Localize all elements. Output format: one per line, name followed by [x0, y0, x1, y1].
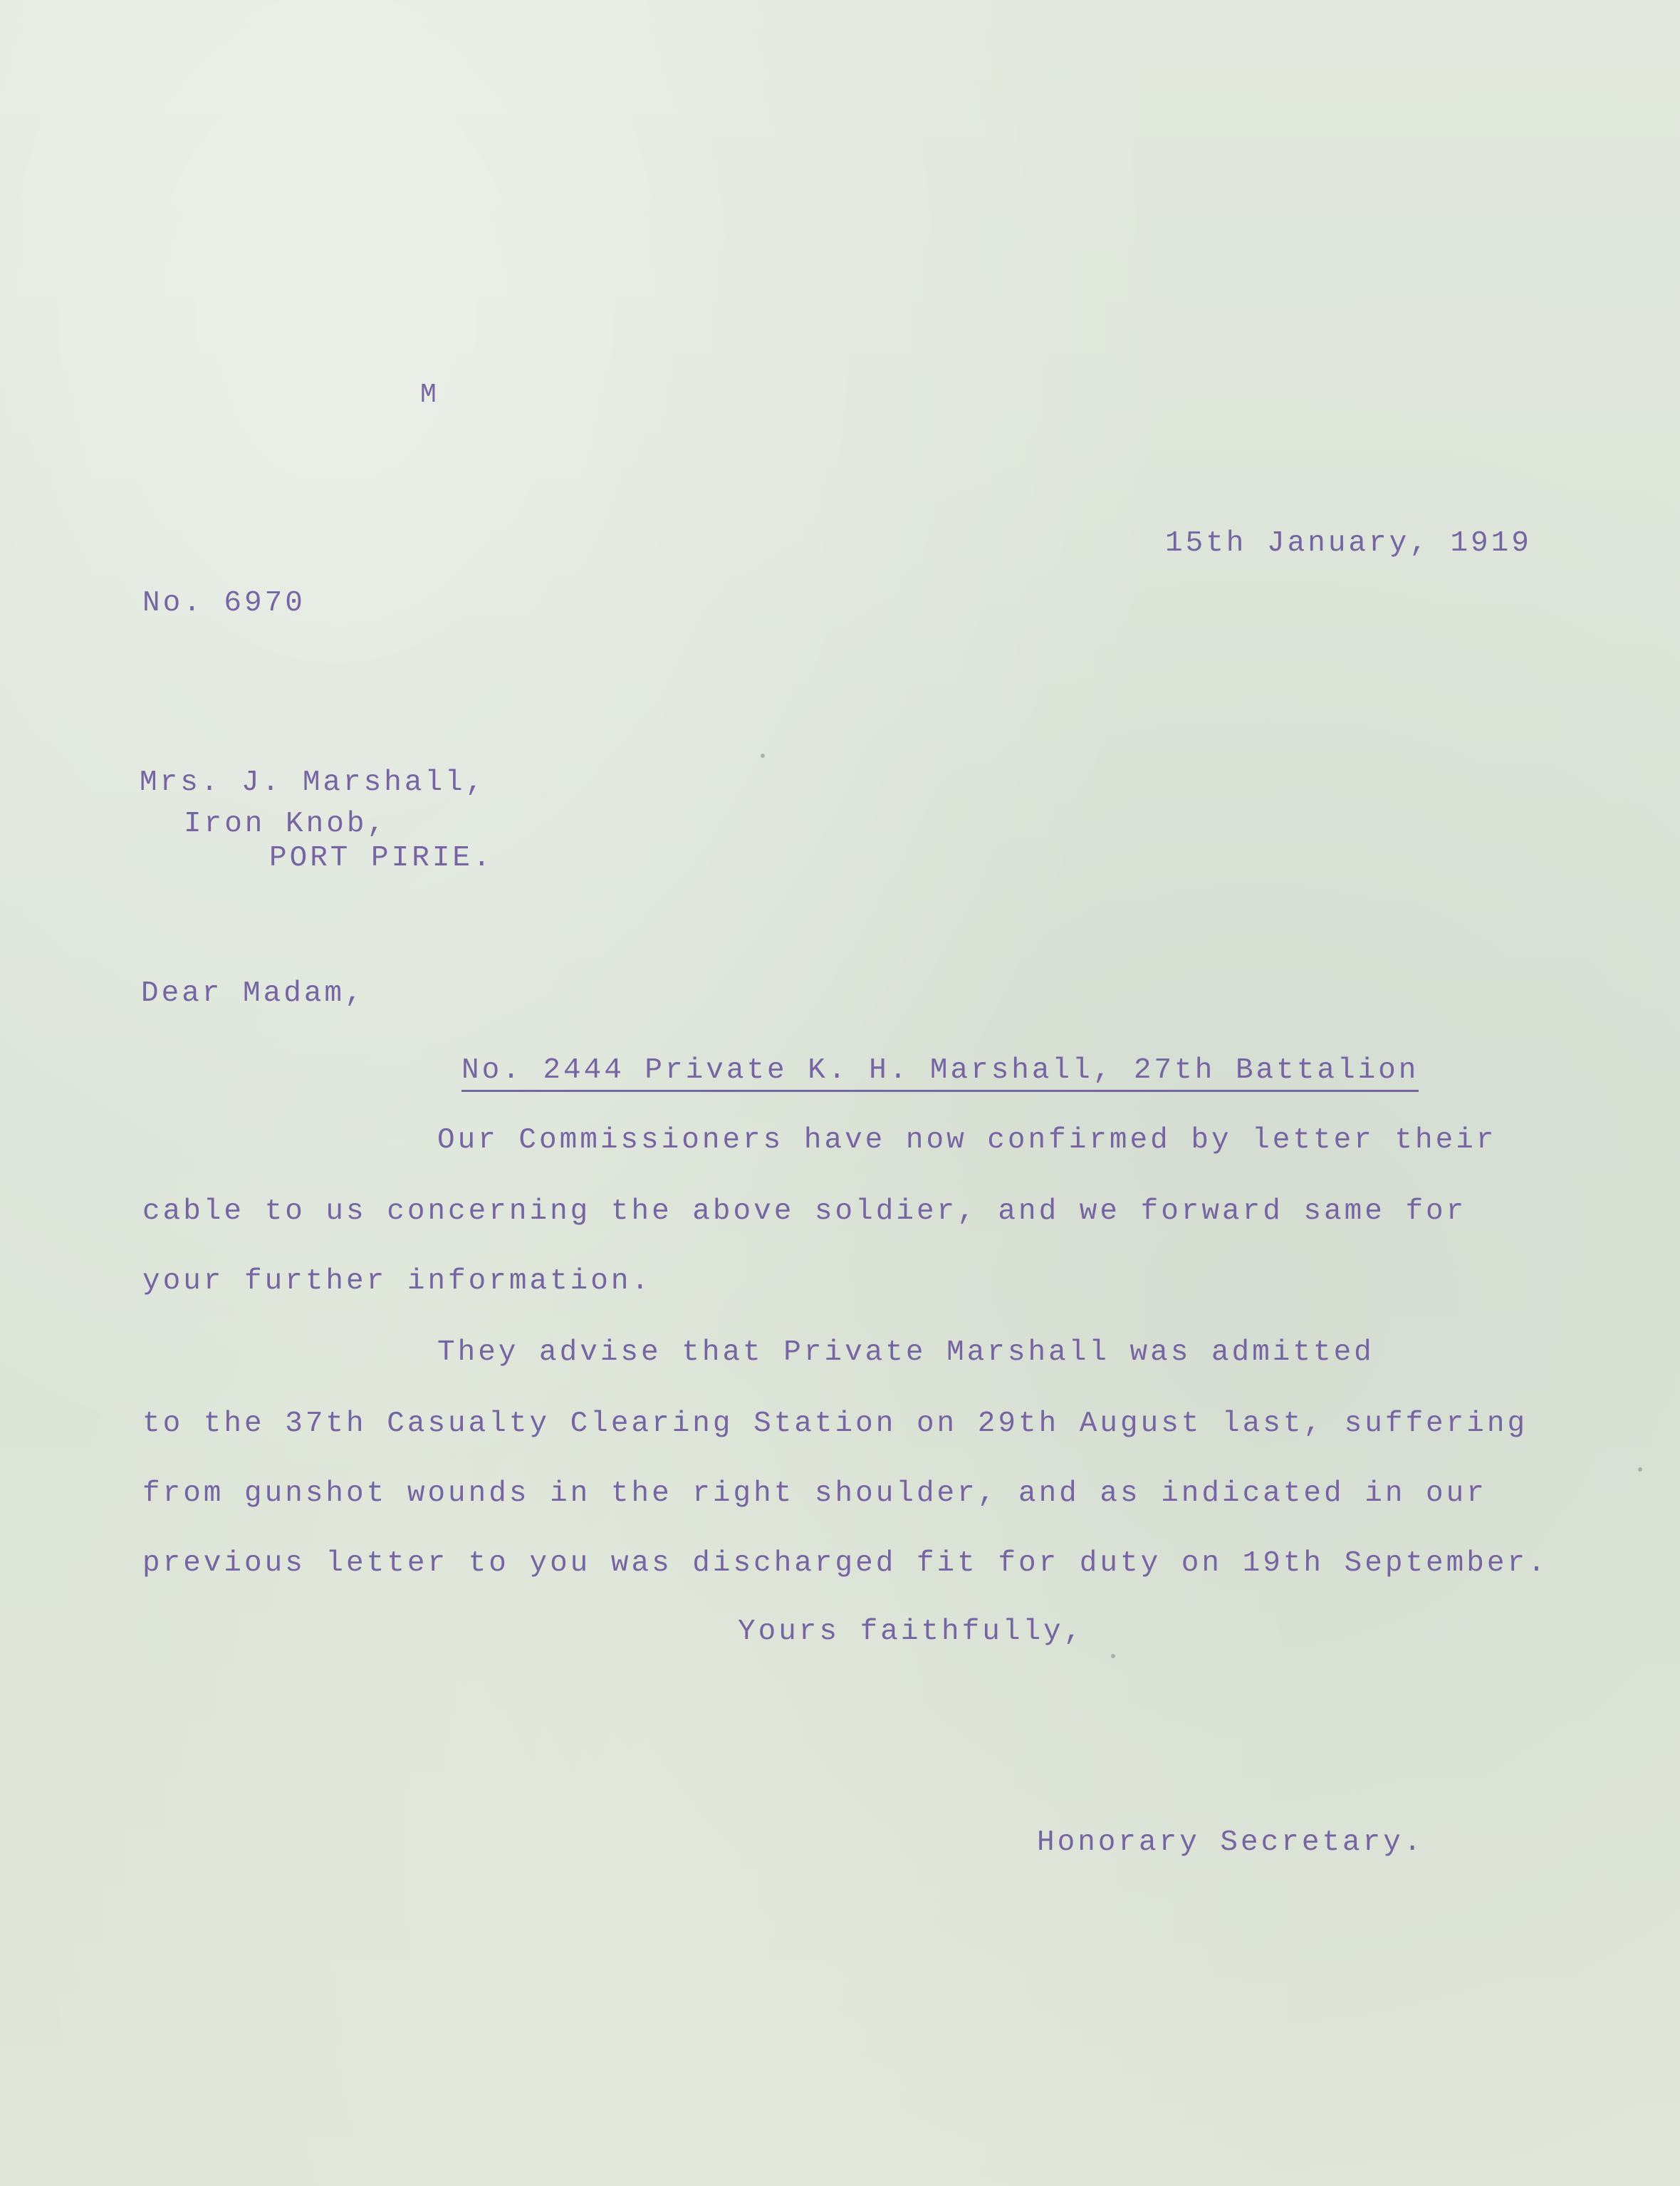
paper-speck — [1638, 1467, 1642, 1472]
body-paragraph-2-line-3: from gunshot wounds in the right shoulder, and as indicated in our — [142, 1477, 1487, 1510]
body-paragraph-1-line-2: cable to us concerning the above soldier, and we forward same for — [142, 1195, 1467, 1228]
paper-speck — [761, 754, 765, 758]
recipient-name: Mrs. J. Marshall, — [140, 766, 486, 799]
letter-date: 15th January, 1919 — [1165, 527, 1532, 560]
closing: Yours faithfully, — [738, 1615, 1085, 1648]
paper-speck — [1111, 1654, 1115, 1658]
body-paragraph-2-line-1: They advise that Private Marshall was admitted — [437, 1336, 1374, 1369]
subject-line: No. 2444 Private K. H. Marshall, 27th Battalion — [461, 1053, 1419, 1092]
recipient-town: PORT PIRIE. — [269, 842, 494, 875]
reference-number: No. 6970 — [142, 587, 306, 620]
body-paragraph-2-line-2: to the 37th Casualty Clearing Station on 29th August last, suffering — [142, 1407, 1528, 1440]
recipient-locality: Iron Knob, — [184, 808, 388, 840]
body-paragraph-1-line-1: Our Commissioners have now confirmed by letter their — [437, 1124, 1497, 1157]
body-paragraph-1-line-3: your further information. — [142, 1265, 652, 1298]
body-paragraph-2-line-4: previous letter to you was discharged fit for duty on 19th September. — [142, 1547, 1548, 1580]
signature-title: Honorary Secretary. — [1037, 1826, 1424, 1859]
office-mark: M — [420, 380, 439, 410]
salutation: Dear Madam, — [141, 977, 365, 1010]
